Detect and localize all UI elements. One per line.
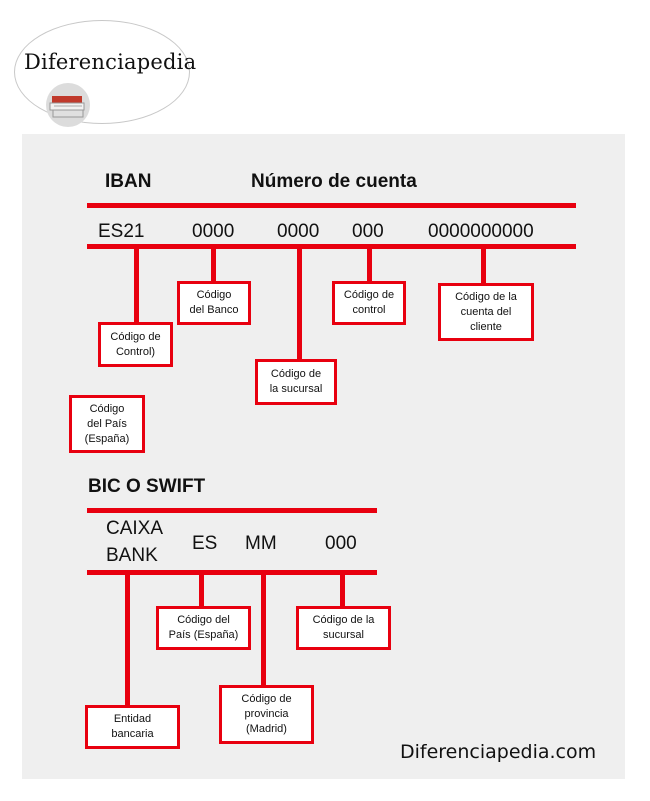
bic-heading: BIC O SWIFT <box>88 476 206 497</box>
label-country-code <box>69 395 145 453</box>
label-client-account-line3: cliente <box>470 320 502 333</box>
label-client-account-line2: cuenta del <box>460 305 512 318</box>
label-country-code-line3: (España) <box>84 432 130 445</box>
label-country-code-line2: del País <box>87 417 127 430</box>
account-number-heading: Número de cuenta <box>251 171 417 192</box>
label-branch-code-line1: Código de <box>270 368 322 380</box>
label-bank-entity-line1: Entidad <box>113 713 152 725</box>
label-control-code <box>98 322 173 367</box>
connector-client-account <box>481 249 486 284</box>
label-branch-code <box>255 359 337 405</box>
label-bic-branch-code <box>296 606 391 650</box>
label-province-code-line2: provincia <box>244 708 289 720</box>
label-branch-code-line2: la sucursal <box>269 383 323 395</box>
label-bic-country-code <box>156 606 251 650</box>
connector-bank-code <box>211 249 216 282</box>
books-icon <box>44 82 92 128</box>
connector-branch-code <box>297 249 302 360</box>
label-bic-branch-code-line1: Código de la <box>312 614 375 626</box>
connector-control-code <box>134 249 139 324</box>
label-bic-country-code-line1: Código del <box>177 614 230 626</box>
label-control-code-line1: Código de <box>110 330 161 343</box>
iban-bottom-rule <box>87 244 576 249</box>
label-bank-entity-line2: bancaria <box>111 728 154 740</box>
label-bank-code <box>177 281 251 325</box>
label-province-code <box>219 685 314 744</box>
logo-text: Diferenciapedia <box>24 50 197 74</box>
bic-country: ES <box>192 533 218 554</box>
label-control-code-line2: Control) <box>115 345 156 358</box>
label-country-code-line1: Código <box>89 402 125 415</box>
label-bank-code-line1: Código <box>196 289 232 301</box>
bic-bottom-rule <box>87 570 377 575</box>
label-bank-code-line2: del Banco <box>189 304 239 316</box>
label-client-account <box>438 283 534 341</box>
bic-bank-line2: BANK <box>106 545 158 566</box>
connector-bic-branch <box>340 575 345 608</box>
label-bic-country-code-line2: País (España) <box>168 629 239 641</box>
iban-branch-digits: 0000 <box>277 221 320 242</box>
label-bank-entity <box>85 705 180 749</box>
label-bic-branch-code-line2: sucursal <box>323 629 364 641</box>
iban-country-digits: ES21 <box>98 221 145 242</box>
label-account-control-line2: control <box>352 304 386 316</box>
iban-heading: IBAN <box>105 171 152 192</box>
connector-account-control <box>367 249 372 282</box>
bic-top-rule <box>87 508 377 513</box>
iban-account-digits: 0000000000 <box>428 221 534 242</box>
label-province-code-line1: Código de <box>241 693 292 705</box>
label-account-control <box>332 281 406 325</box>
connector-bank-entity <box>125 575 130 707</box>
footer-site-name: Diferenciapedia.com <box>400 741 597 763</box>
bic-branch: 000 <box>325 533 357 554</box>
label-account-control-line1: Código de <box>343 289 395 301</box>
iban-top-rule <box>87 203 576 208</box>
connector-province <box>261 575 266 687</box>
label-client-account-line1: Código de la <box>455 290 517 303</box>
iban-control-digits: 000 <box>352 221 384 242</box>
bic-province: MM <box>245 533 277 554</box>
connector-bic-country <box>199 575 204 607</box>
iban-bank-digits: 0000 <box>192 221 235 242</box>
bic-bank-line1: CAIXA <box>106 518 164 539</box>
label-province-code-line3: (Madrid) <box>246 723 287 735</box>
